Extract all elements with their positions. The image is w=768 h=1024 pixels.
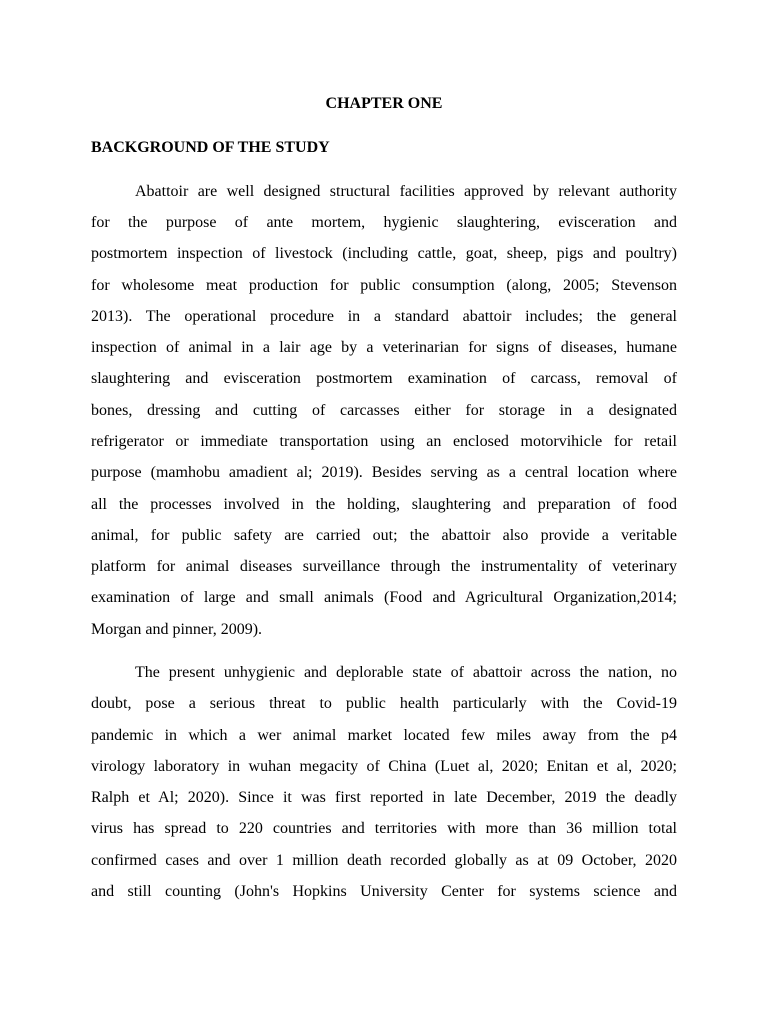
chapter-title: CHAPTER ONE xyxy=(325,95,443,112)
paragraph-line: The present unhygienic and deplorable state of abattoir across the nation, no xyxy=(135,664,677,681)
paragraph-line: confirmed cases and over 1 million death recorded globally as at 09 October, 2020 xyxy=(91,852,677,869)
paragraph-line: slaughtering and evisceration postmortem examination of carcass, removal of xyxy=(91,370,677,387)
paragraph-line: platform for animal diseases surveillance through the instrumentality of veterinary xyxy=(91,558,677,575)
paragraph-line: all the processes involved in the holding, slaughtering and preparation of food xyxy=(91,496,677,513)
paragraph-line: postmortem inspection of livestock (including cattle, goat, sheep, pigs and poultry) xyxy=(91,245,677,262)
paragraph-line: Morgan and pinner, 2009). xyxy=(91,621,263,638)
paragraph-line: bones, dressing and cutting of carcasses either for storage in a designated xyxy=(91,402,677,419)
paragraph-line: for wholesome meat production for public consumption (along, 2005; Stevenson xyxy=(91,277,677,294)
paragraph-line: Ralph et Al; 2020). Since it was first reported in late December, 2019 the deadly xyxy=(91,789,677,806)
paragraph-line: examination of large and small animals (Food and Agricultural Organization,2014; xyxy=(91,589,677,606)
paragraph-line: refrigerator or immediate transportation using an enclosed motorvihicle for retail xyxy=(91,433,677,450)
paragraph-line: purpose (mamhobu amadient al; 2019). Besides serving as a central location where xyxy=(91,464,677,481)
paragraph-line: inspection of animal in a lair age by a veterinarian for signs of diseases, humane xyxy=(91,339,677,356)
paragraph-line: 2013). The operational procedure in a standard abattoir includes; the general xyxy=(91,308,677,325)
paragraph-line: virus has spread to 220 countries and territories with more than 36 million total xyxy=(91,820,677,837)
paragraph-line: and still counting (John's Hopkins University Center for systems science and xyxy=(91,883,677,900)
paragraph-line: for the purpose of ante mortem, hygienic slaughtering, evisceration and xyxy=(91,214,677,231)
paragraph-line: animal, for public safety are carried out; the abattoir also provide a veritable xyxy=(91,527,677,544)
paragraph-line: Abattoir are well designed structural facilities approved by relevant authority xyxy=(135,183,677,200)
paragraph-line: doubt, pose a serious threat to public health particularly with the Covid-19 xyxy=(91,695,677,712)
paragraph-line: virology laboratory in wuhan megacity of China (Luet al, 2020; Enitan et al, 2020; xyxy=(91,758,677,775)
section-heading: BACKGROUND OF THE STUDY xyxy=(91,139,330,156)
paragraph-line: pandemic in which a wer animal market located few miles away from the p4 xyxy=(91,727,677,744)
